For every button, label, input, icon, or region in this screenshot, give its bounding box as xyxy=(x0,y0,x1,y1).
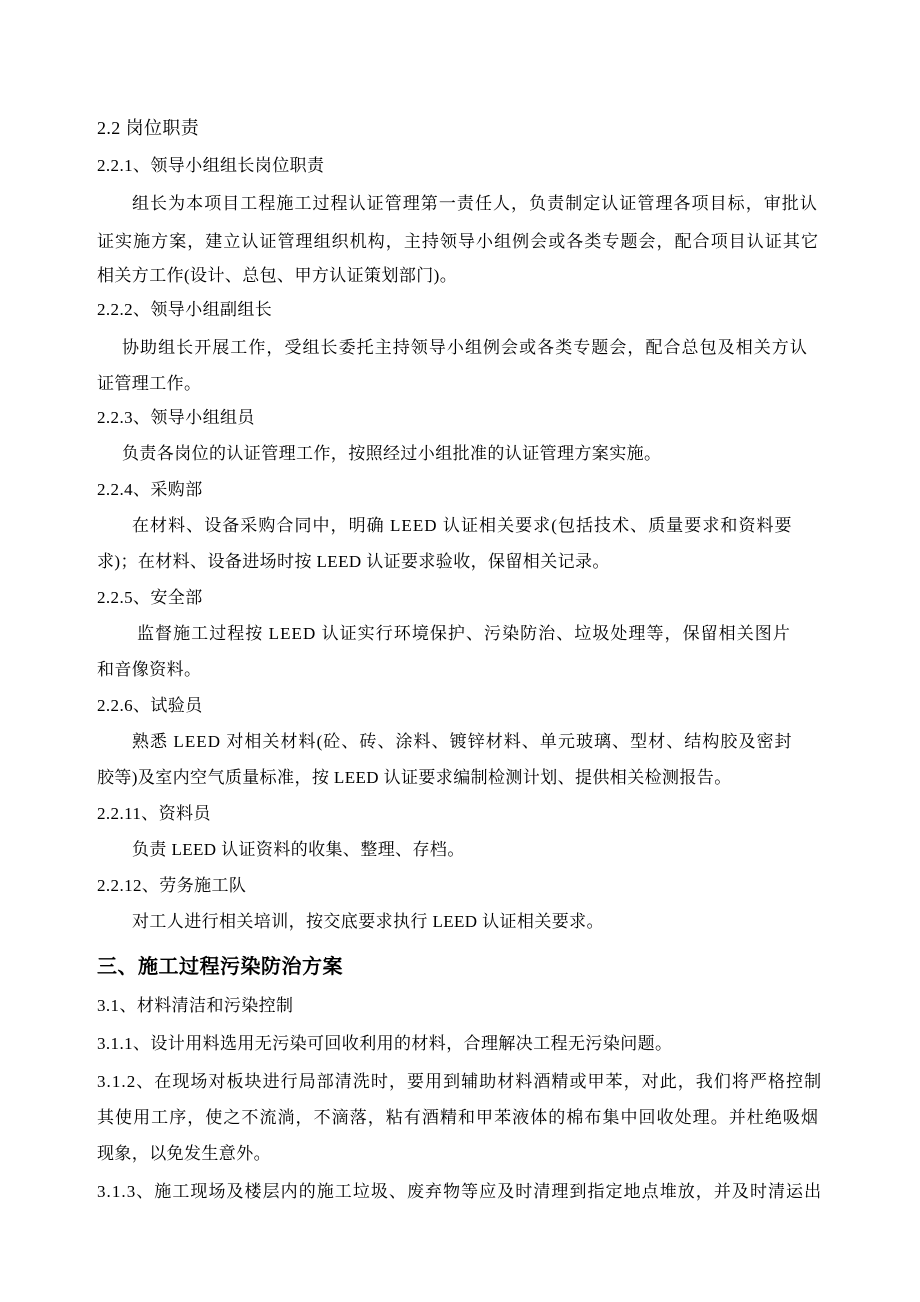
paragraph-line: 在材料、设备采购合同中，明确 LEED 认证相关要求(包括技术、质量要求和资料要 xyxy=(132,516,793,535)
paragraph-line: 3.1.1、设计用料选用无污染可回收利用的材料，合理解决工程无污染问题。 xyxy=(97,1034,673,1053)
paragraph-line: 证管理工作。 xyxy=(97,374,202,393)
subsection-heading-2-2-3: 2.2.3、领导小组组员 xyxy=(97,408,255,427)
paragraph-line: 现象，以免发生意外。 xyxy=(97,1144,271,1163)
chapter-title-3: 三、施工过程污染防治方案 xyxy=(97,954,343,978)
paragraph-line: 协助组长开展工作，受组长委托主持领导小组例会或各类专题会，配合总包及相关方认 xyxy=(122,338,808,357)
paragraph-line: 负责 LEED 认证资料的收集、整理、存档。 xyxy=(132,840,465,859)
paragraph-line: 证实施方案，建立认证管理组织机构，主持领导小组例会或各类专题会，配合项目认证其它 xyxy=(97,232,819,251)
paragraph-line: 监督施工过程按 LEED 认证实行环境保护、污染防治、垃圾处理等，保留相关图片 xyxy=(137,624,791,643)
paragraph-line: 求)；在材料、设备进场时按 LEED 认证要求验收，保留相关记录。 xyxy=(97,552,610,571)
subsection-heading-2-2-12: 2.2.12、劳务施工队 xyxy=(97,876,247,895)
paragraph-line: 和音像资料。 xyxy=(97,660,202,679)
paragraph-line: 相关方工作(设计、总包、甲方认证策划部门)。 xyxy=(97,266,458,285)
paragraph-line: 其使用工序，使之不流淌，不滴落，粘有酒精和甲苯液体的棉布集中回收处理。并杜绝吸烟 xyxy=(97,1108,819,1127)
paragraph-line: 熟悉 LEED 对相关材料(砼、砖、涂料、镀锌材料、单元玻璃、型材、结构胶及密封 xyxy=(132,732,793,751)
subsection-heading-2-2-4: 2.2.4、采购部 xyxy=(97,480,203,499)
paragraph-line: 组长为本项目工程施工过程认证管理第一责任人，负责制定认证管理各项目标，审批认 xyxy=(132,194,818,213)
paragraph-line: 对工人进行相关培训，按交底要求执行 LEED 认证相关要求。 xyxy=(132,912,604,931)
subsection-heading-2-2-6: 2.2.6、试验员 xyxy=(97,696,203,715)
subsection-heading-2-2-5: 2.2.5、安全部 xyxy=(97,588,203,607)
subsection-heading-3-1: 3.1、材料清洁和污染控制 xyxy=(97,996,294,1015)
subsection-heading-2-2-11: 2.2.11、资料员 xyxy=(97,804,211,823)
paragraph-line: 3.1.3、施工现场及楼层内的施工垃圾、废弃物等应及时清理到指定地点堆放，并及时清运出 xyxy=(97,1182,823,1201)
paragraph-line: 3.1.2、在现场对板块进行局部清洗时，要用到辅助材料酒精或甲苯，对此，我们将严格控制 xyxy=(97,1072,823,1091)
section-title-2-2: 2.2 岗位职责 xyxy=(97,118,200,138)
paragraph-line: 负责各岗位的认证管理工作，按照经过小组批准的认证管理方案实施。 xyxy=(122,444,662,463)
subsection-heading-2-2-1: 2.2.1、领导小组组长岗位职责 xyxy=(97,156,325,175)
paragraph-line: 胶等)及室内空气质量标准，按 LEED 认证要求编制检测计划、提供相关检测报告。 xyxy=(97,768,732,787)
subsection-heading-2-2-2: 2.2.2、领导小组副组长 xyxy=(97,300,273,319)
